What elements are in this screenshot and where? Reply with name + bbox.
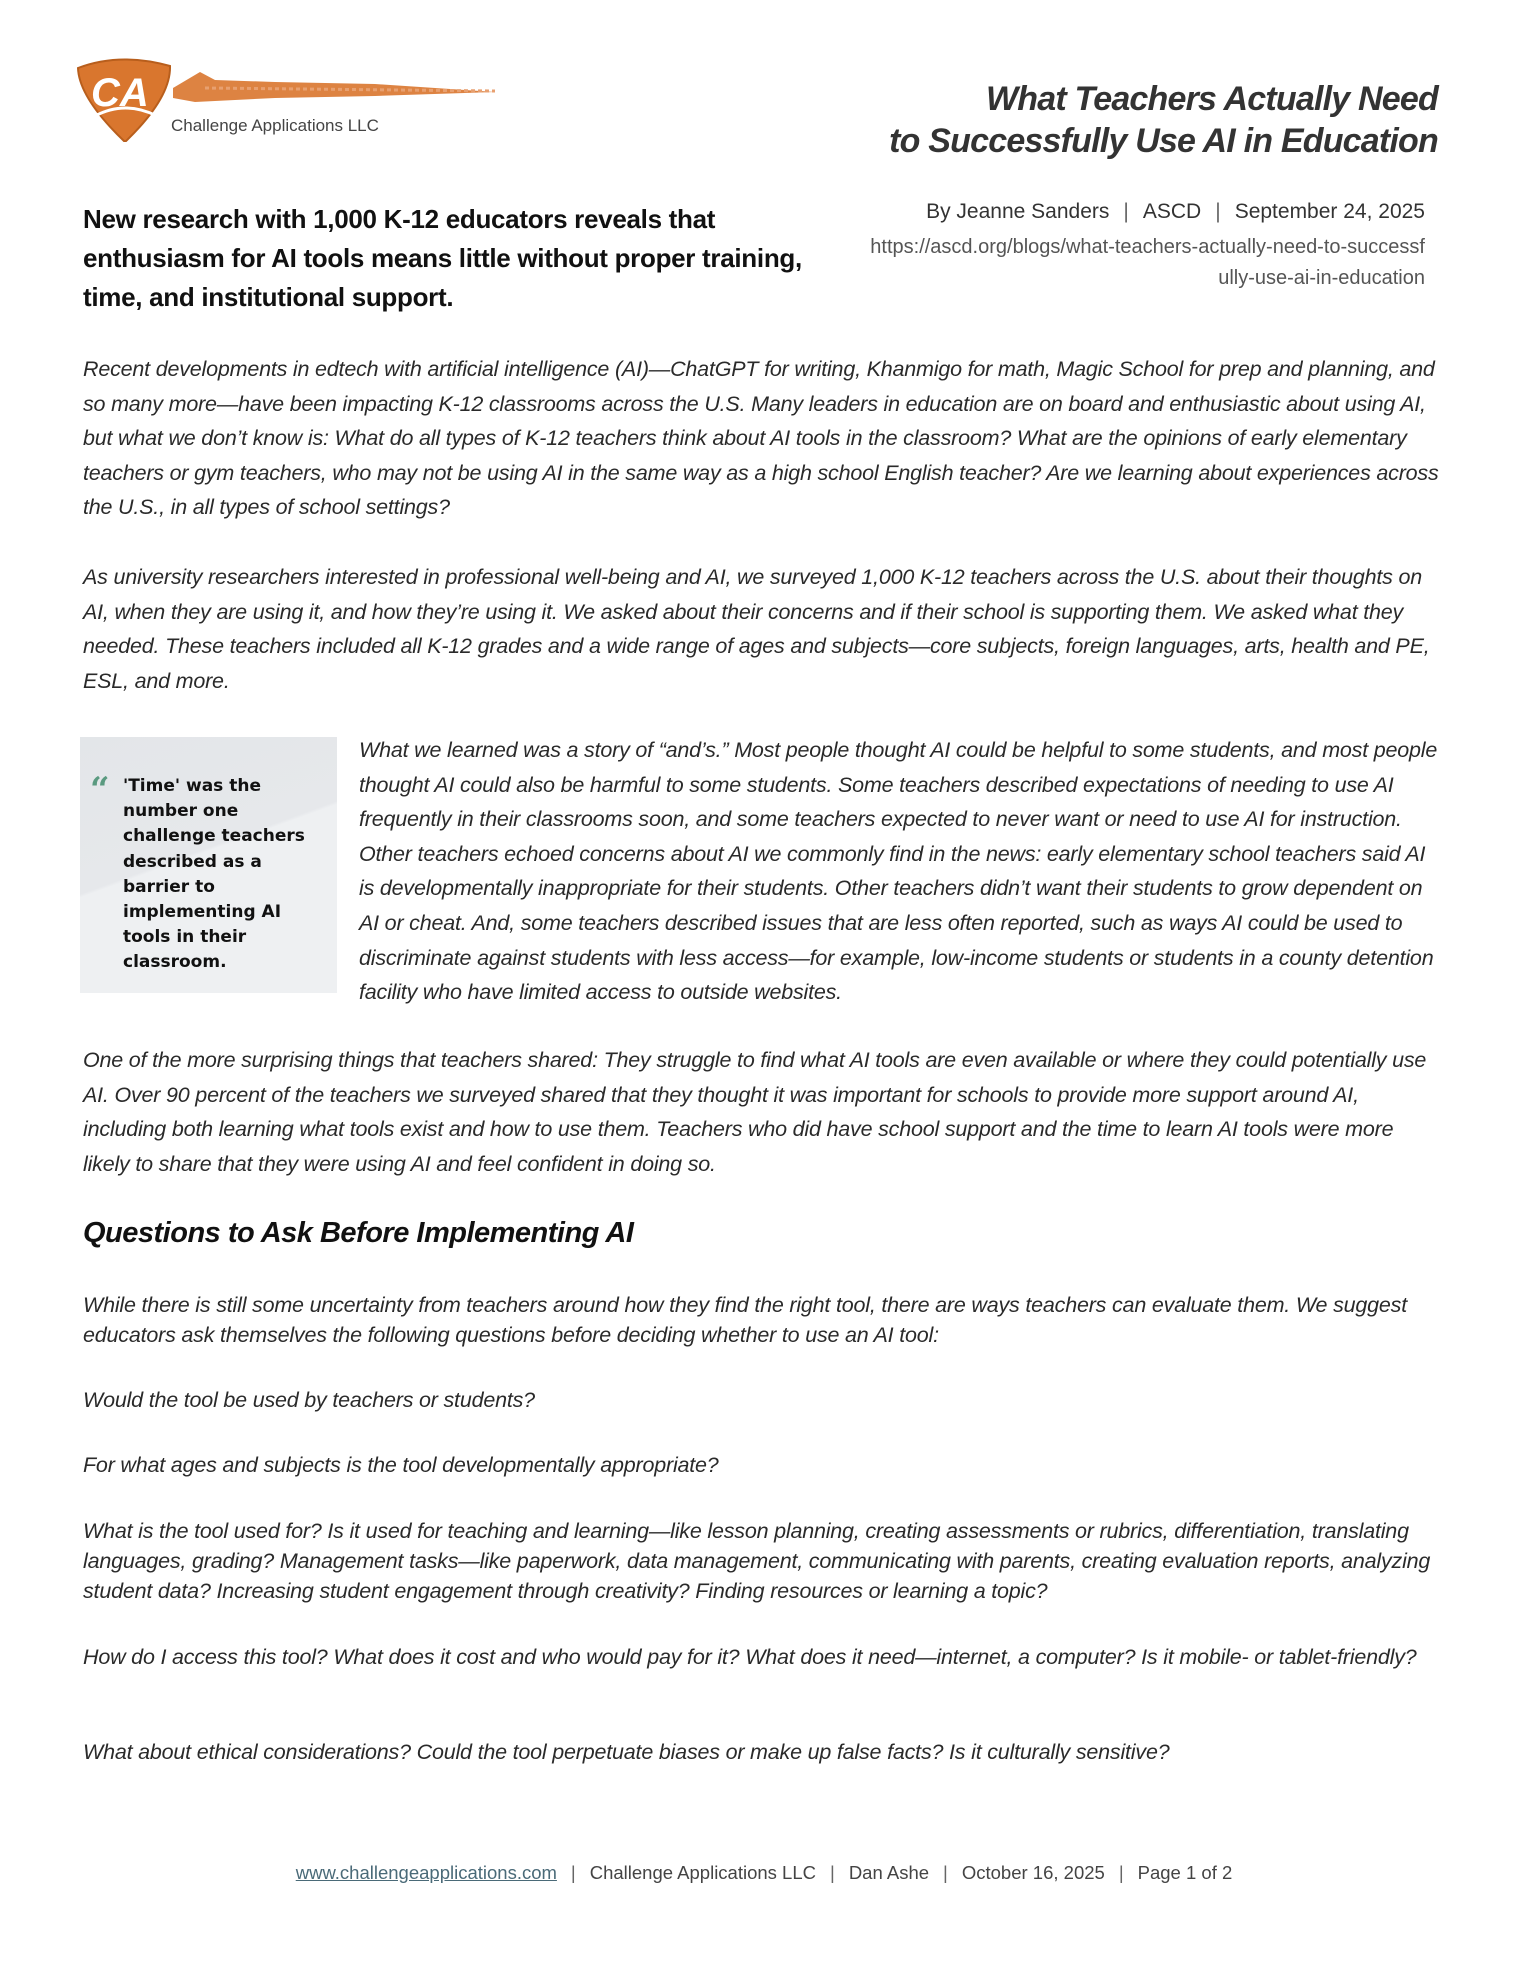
footer-date: October 16, 2025 xyxy=(961,1862,1105,1883)
separator: | xyxy=(1123,200,1129,223)
separator: | xyxy=(1215,200,1221,223)
website-link[interactable]: www.challengeapplications.com xyxy=(295,1862,557,1883)
footer-company: Challenge Applications LLC xyxy=(589,1862,816,1883)
publish-date: September 24, 2025 xyxy=(1234,200,1425,223)
separator: | xyxy=(830,1862,835,1883)
source-url[interactable]: https://ascd.org/blogs/what-teachers-actually-need-to-successfully-use-ai-in-education xyxy=(870,236,1425,289)
quote-icon: “ xyxy=(90,770,110,810)
publication: ASCD xyxy=(1142,200,1202,223)
separator: | xyxy=(1118,1862,1124,1883)
paragraph-1: Recent developments in edtech with artificial intelligence (AI)—ChatGPT for writing, Khanmigo for math, Magic School for prep and planning, and so many more—have been impacting K-12 classrooms across the U.S. Many leaders in education are on board and enthusiastic about using AI, but what we don’t know is: What do all types of K-12 teachers think about AI tools in the classroom? What are the opinions of early elementary teachers or gym teachers, who may not be using AI in the same way as a high school English teacher? Are we learning about experiences across the U.S., in all types of school settings? xyxy=(83,357,1439,520)
footer-author: Dan Ashe xyxy=(848,1862,930,1883)
footer xyxy=(0,1862,1528,1884)
company-name: Challenge Applications LLC xyxy=(171,116,379,135)
author: By Jeanne Sanders xyxy=(926,200,1110,223)
question-3: What is the tool used for? Is it used for teaching and learning—like lesson planning, creating assessments or rubrics, differentiation, translating languages, grading? Management tasks—like paperwork, data management, communicating with parents, creating evaluation reports, analyzing student data? Increasing student engagement through creativity? Finding resources or learning a topic? xyxy=(83,1519,1431,1603)
question-1: Would the tool be used by teachers or students? xyxy=(83,1388,535,1412)
document-title xyxy=(889,78,1438,162)
question-4: How do I access this tool? What does it cost and who would pay for it? What does it need—internet, a computer? Is it mobile- or tablet-friendly? xyxy=(83,1645,1417,1669)
question-2: For what ages and subjects is the tool developmentally appropriate? xyxy=(83,1453,719,1477)
lede: New research with 1,000 K-12 educators reveals that enthusiasm for AI tools means little without proper training, time, and institutional support. xyxy=(83,204,802,312)
title-line-2: to Successfully Use AI in Education xyxy=(889,122,1438,160)
svg-text:CA: CA xyxy=(91,71,149,115)
pullquote-text: 'Time' was the number one challenge teachers described as a barrier to implementing AI tools in their classroom. xyxy=(123,776,305,973)
separator: | xyxy=(943,1862,948,1883)
paragraph-3: What we learned was a story of “and’s.” Most people thought AI could be helpful to some students, and most people thought AI could also be harmful to some students. Some teachers described expectations of needing to use AI frequently in their classrooms soon, and some teachers expected to never want or need to use AI for instruction. Other teachers echoed concerns about AI we commonly find in the news: early elementary school teachers said AI is developmentally inappropriate for their students. Other teachers didn’t want their students to grow dependent on AI or cheat. And, some teachers described issues that are less often reported, such as ways AI could be used to discriminate against students with less access—for example, low-income students or students in a county detention facility who have limited access to outside websites. xyxy=(359,738,1438,1005)
paragraph-2: As university researchers interested in professional well-being and AI, we surveyed 1,000 K-12 teachers across the U.S. about their thoughts on AI, when they are using it, and how they’re using it. We asked about their concerns and if their school is supporting them. We asked what they needed. These teachers included all K-12 grades and a wide range of ages and subjects—core subjects, foreign languages, arts, health and PE, ESL, and more. xyxy=(83,565,1430,693)
section-intro: While there is still some uncertainty from teachers around how they find the right tool, there are ways teachers can evaluate them. We suggest educators ask themselves the following questions before deciding whether to use an AI tool: xyxy=(83,1293,1407,1347)
page-number: Page 1 of 2 xyxy=(1137,1862,1233,1883)
title-line-1: What Teachers Actually Need xyxy=(985,80,1438,118)
section-heading: Questions to Ask Before Implementing AI xyxy=(83,1217,634,1249)
paragraph-4: One of the more surprising things that teachers shared: They struggle to find what AI tools are even available or where they could potentially use AI. Over 90 percent of the teachers we surveyed shared that they thought it was important for schools to provide more support around AI, including both learning what tools exist and how to use them. Teachers who did have school support and the time to learn AI tools were more likely to share that they were using AI and feel confident in doing so. xyxy=(83,1048,1427,1176)
question-5: What about ethical considerations? Could the tool perpetuate biases or make up false facts? Is it culturally sensitive? xyxy=(83,1740,1170,1764)
separator: | xyxy=(570,1862,576,1883)
byline xyxy=(926,200,1425,224)
